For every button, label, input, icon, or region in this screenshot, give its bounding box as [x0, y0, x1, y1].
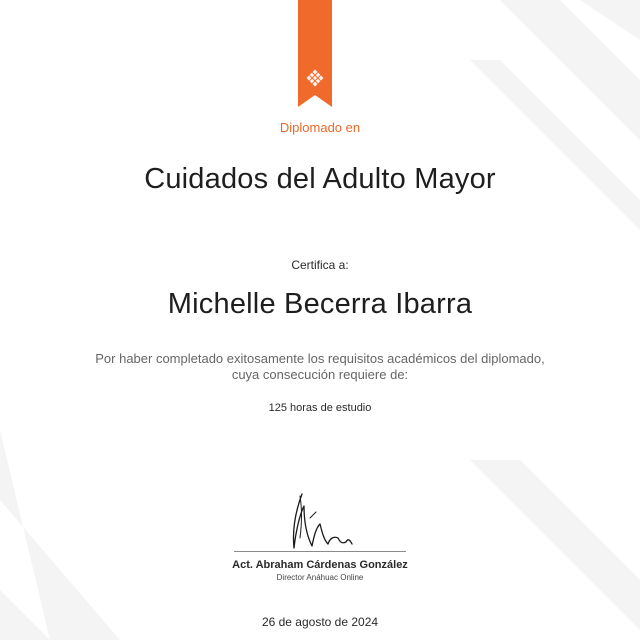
diploma-subtitle: Diplomado en	[279, 120, 361, 135]
handwritten-signature	[282, 488, 362, 554]
signer-role: Director Anáhuac Online	[276, 573, 364, 582]
course-title: Cuidados del Adulto Mayor	[144, 163, 496, 195]
issue-date: 26 de agosto de 2024	[261, 615, 379, 629]
certifies-label: Certifica a:	[291, 258, 349, 272]
recipient-name: Michelle Becerra Ibarra	[167, 288, 473, 320]
completion-statement-line-1: Por haber completado exitosamente los requisitos académicos del diplomado,	[95, 351, 545, 366]
signature-line	[234, 551, 406, 552]
completion-statement-line-2: cuya consecución requiere de:	[231, 367, 409, 382]
signer-name: Act. Abraham Cárdenas González	[232, 559, 408, 571]
completion-statement	[0, 351, 640, 383]
study-hours: 125 horas de estudio	[268, 402, 372, 414]
ribbon-banner	[298, 0, 332, 107]
